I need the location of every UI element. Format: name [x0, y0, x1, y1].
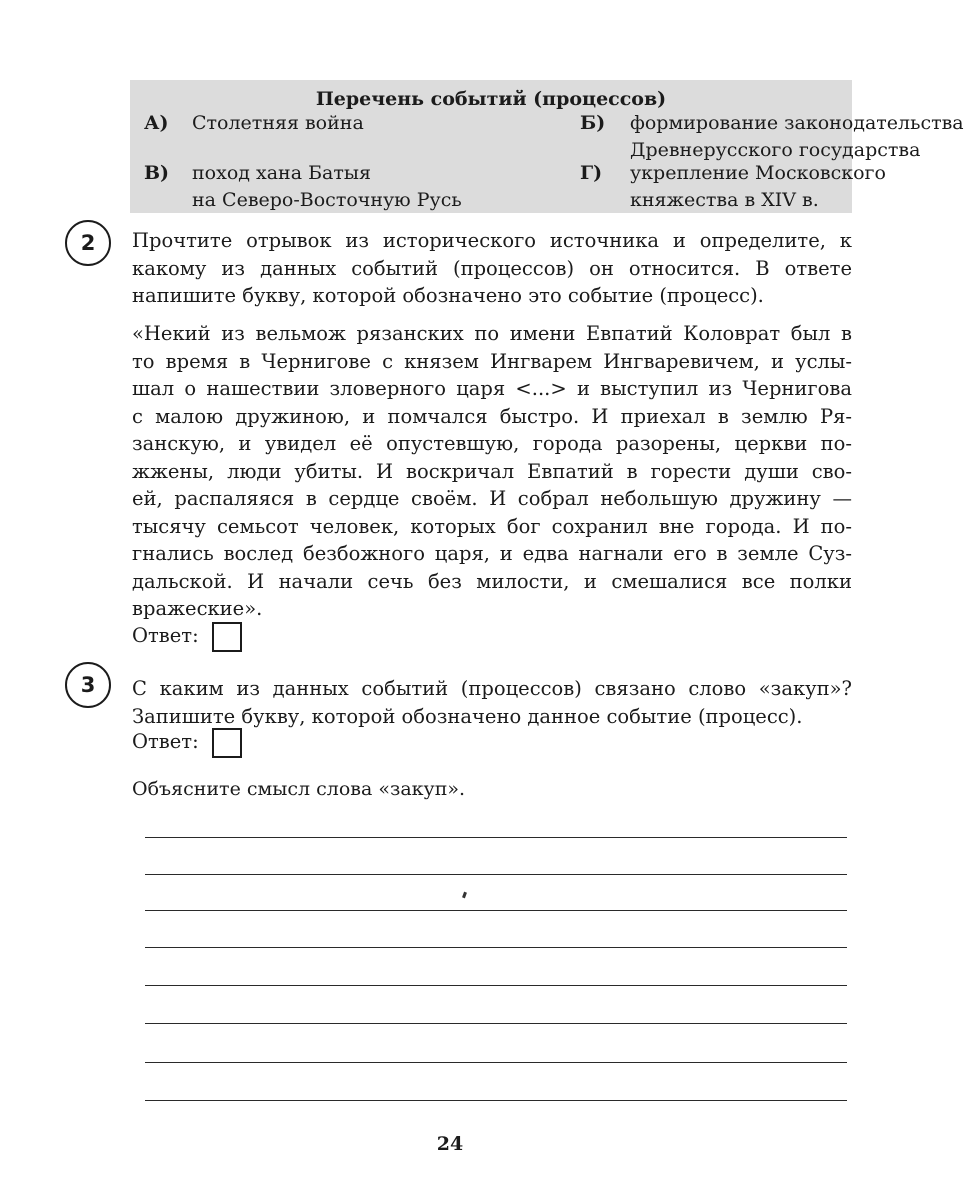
writing-line[interactable]: [145, 985, 847, 986]
task3-answer-box[interactable]: [212, 728, 242, 758]
event-letter: А): [144, 112, 169, 134]
task-number-2: 2: [65, 220, 111, 266]
writing-line[interactable]: [145, 1062, 847, 1063]
event-text: формирование законодательства Древнерусского государства: [630, 112, 964, 161]
event-text: укрепление Московского княжества в XIV в.: [630, 162, 886, 211]
event-letter: Г): [580, 162, 603, 184]
writing-line[interactable]: [145, 1023, 847, 1024]
task-number-3: 3: [65, 662, 111, 708]
writing-line[interactable]: [145, 910, 847, 911]
task2-source-quote: «Некий из вельмож рязанских по имени Евпатий Коловрат был в то время в Чернигове с князем Ингварем Ингваревичем, и услы- шал о нашествии зловерного царя <...> и выступил из Чернигова с малою дружиною, и помчался быстро. И приехал в землю Ря- занскую, и увидел её опустевшую, города разорены, церкви по- жжены, люди убиты. И воскричал Евпатий в горести души сво- ей, распаляяся в сердце своём. И собрал небольшую дружину — тысячу семьсот человек, которых бог сохранил вне города. И по- гнались вослед безбожного царя, и едва нагнали его в земле Суз- дальской. И начали сечь без милости, и смешалися все полки вражеские».: [132, 322, 852, 620]
event-text: поход хана Батыя на Северо-Восточную Русь: [192, 162, 462, 211]
event-letter: В): [144, 162, 170, 184]
writing-line[interactable]: [145, 837, 847, 838]
task3-explain-prompt: Объясните смысл слова «закуп».: [132, 778, 466, 800]
answer-label: Ответ:: [132, 730, 199, 753]
event-text: Столетняя война: [192, 112, 364, 134]
events-list-title: Перечень событий (процессов): [315, 88, 667, 110]
ink-speck: [462, 892, 467, 899]
answer-label: Ответ:: [132, 624, 199, 647]
task2-answer: [132, 622, 199, 650]
task3-question: С каким из данных событий (процессов) связано слово «закуп»? Запишите букву, которой обозначено данное событие (процесс).: [132, 677, 852, 728]
events-list-box: [130, 80, 964, 213]
task2-answer-box[interactable]: [212, 622, 242, 652]
task2-question: Прочтите отрывок из исторического источника и определите, к какому из данных событий (процессов) он относится. В ответе напишите букву, которой обозначено это событие (процесс).: [132, 229, 852, 307]
writing-line[interactable]: [145, 1100, 847, 1101]
event-letter: Б): [580, 112, 606, 134]
task3-answer: [132, 728, 199, 756]
writing-line[interactable]: [145, 874, 847, 875]
writing-line[interactable]: [145, 947, 847, 948]
page-number: 24: [436, 1133, 464, 1155]
